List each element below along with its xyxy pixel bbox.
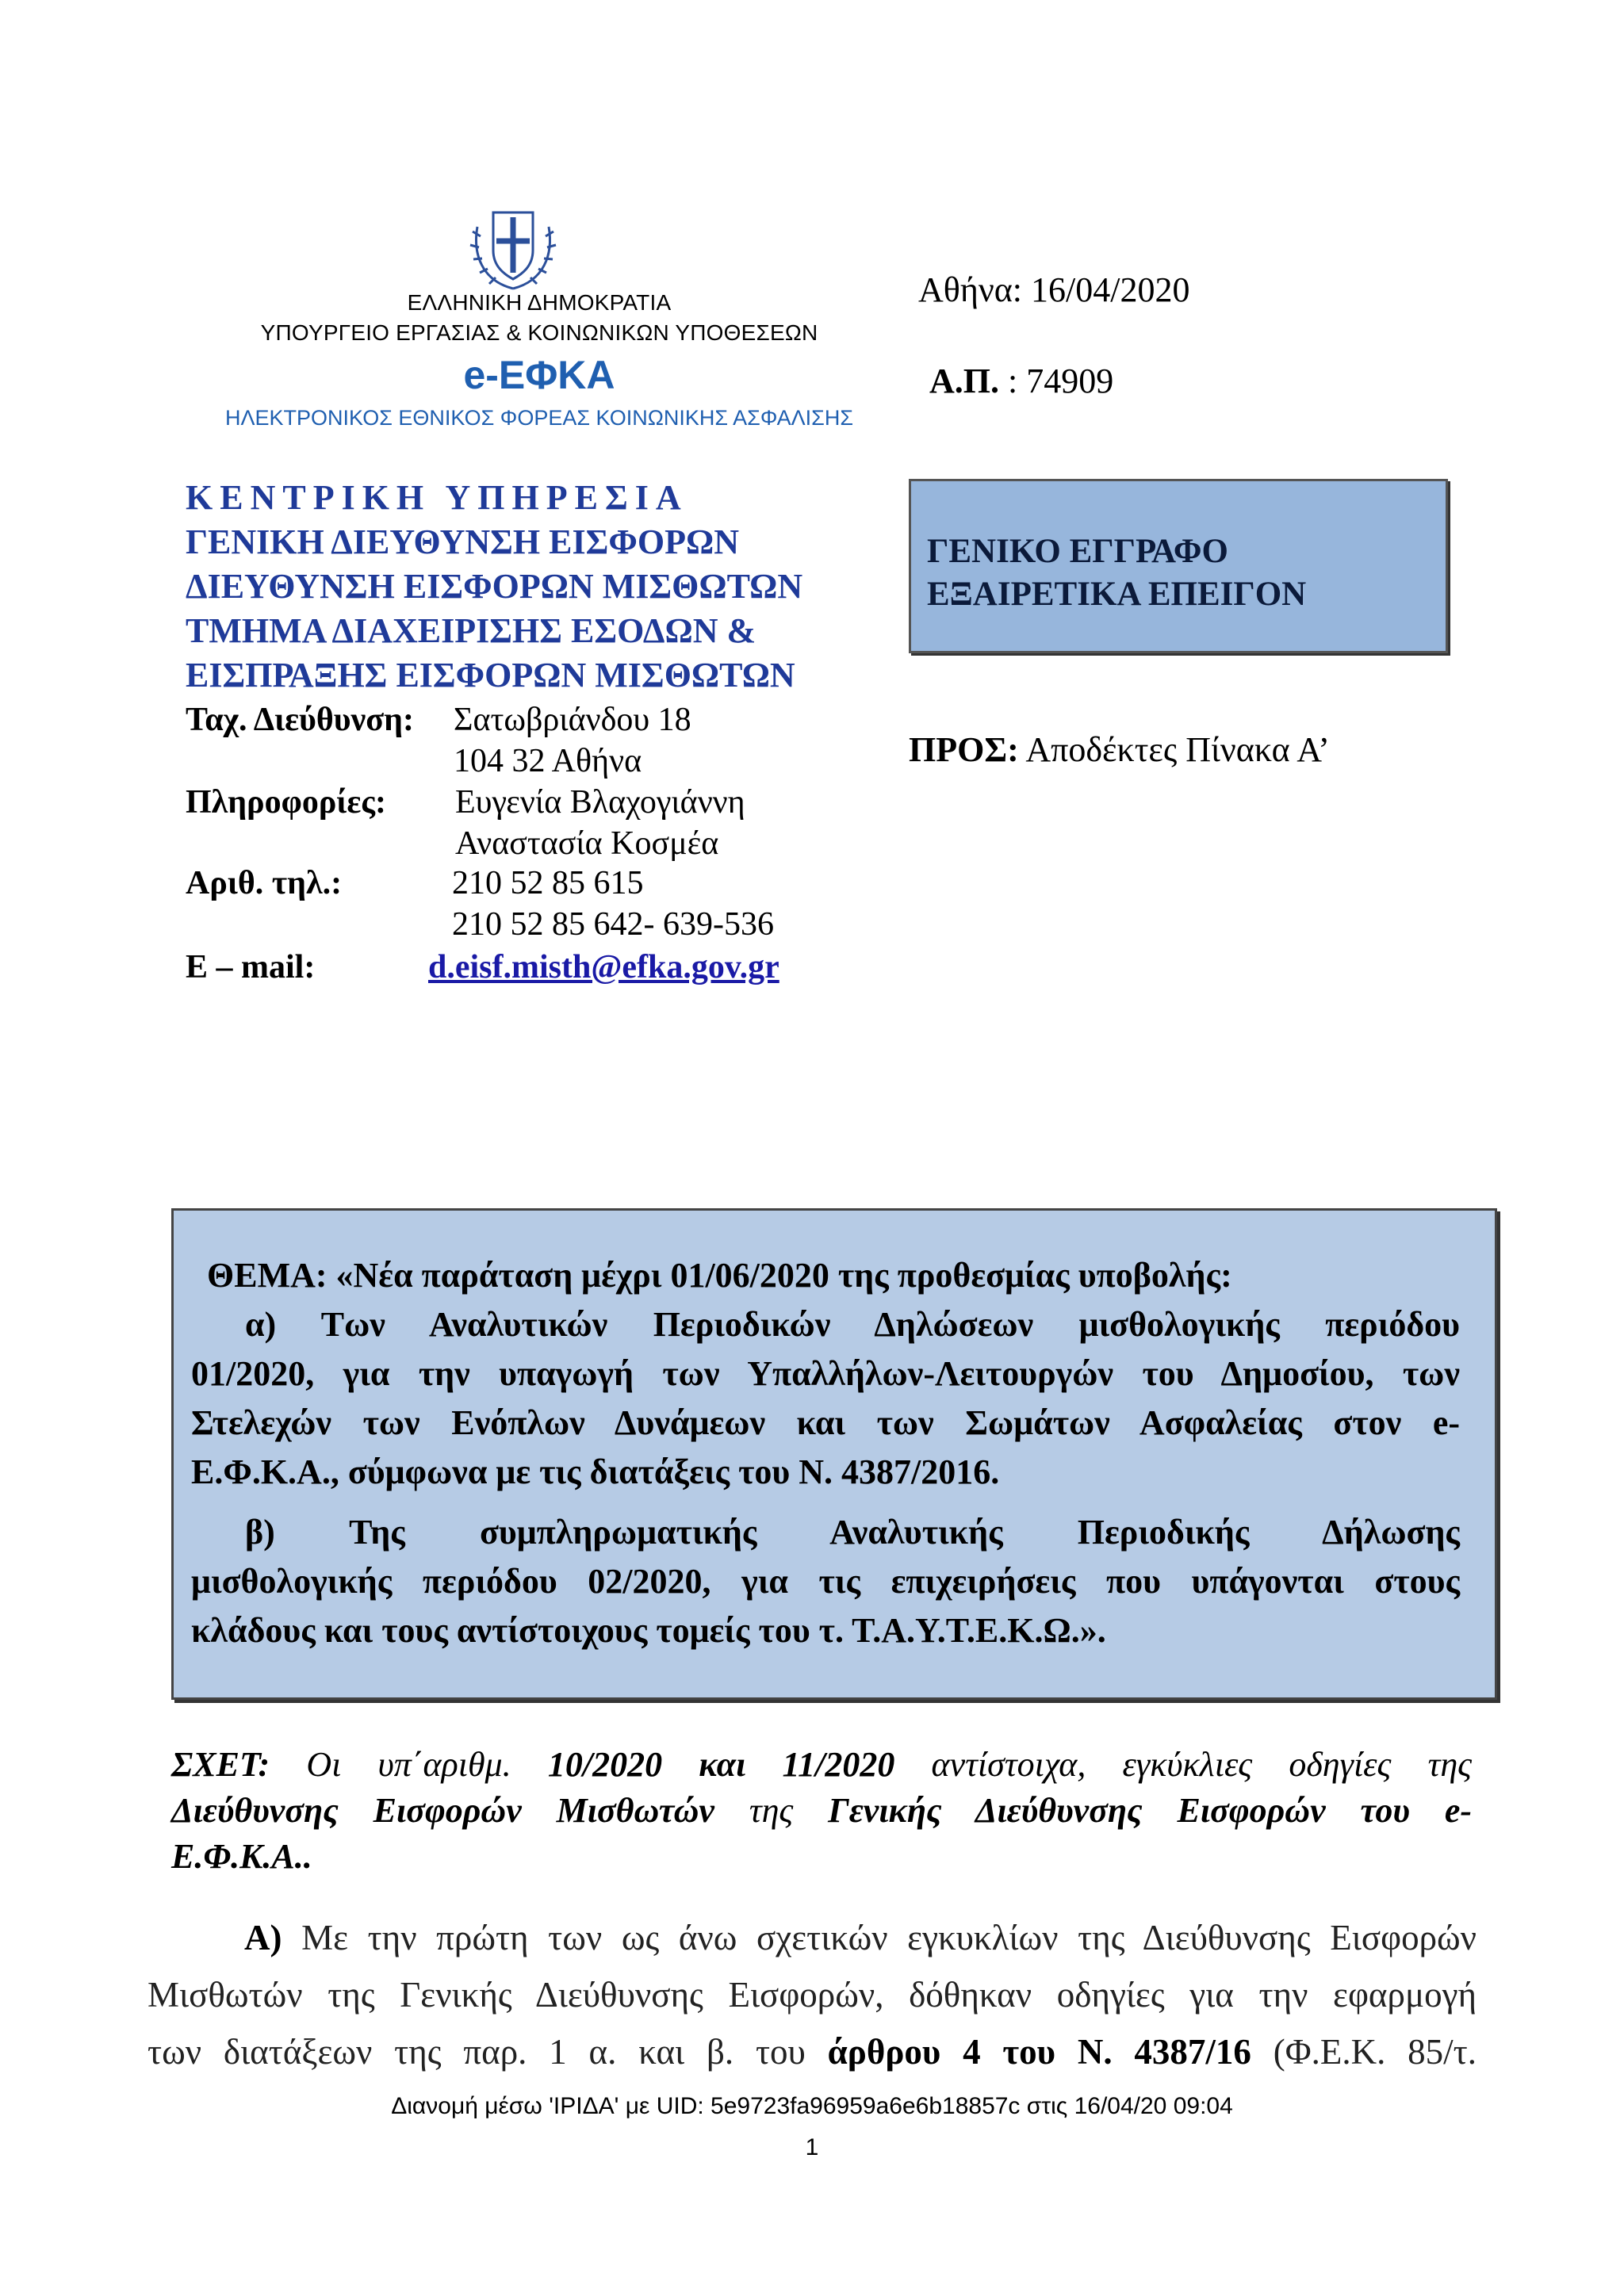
efka-logo: e-ΕΦΚΑ	[463, 353, 615, 397]
email-link[interactable]: d.eisf.misth@efka.gov.gr	[428, 949, 779, 985]
body-line-2: Μισθωτών της Γενικής Διεύθυνσης Εισφορών, δόθηκαν οδηγίες για την εφαρμογή	[147, 1975, 1477, 2015]
recipients-value: Αποδέκτες Πίνακα Α’	[1018, 730, 1330, 769]
body-line-1	[244, 1917, 1477, 1958]
body-law-ref: άρθρου 4 του Ν. 4387/16	[827, 2032, 1251, 2072]
protocol-label: Α.Π.	[929, 362, 999, 400]
protocol-value: : 74909	[999, 362, 1114, 400]
body-text-3a: των διατάξεων της παρ. 1 α. και β. του	[147, 2032, 828, 2072]
subject-line-4: Στελεχών των Ενόπλων Δυνάμεων και των Σωμάτων Ασφαλείας στον e-	[191, 1403, 1460, 1442]
agency-name: ΗΛΕΚΤΡΟΝΙΚΟΣ ΕΘΝΙΚΟΣ ΦΟΡΕΑΣ ΚΟΙΝΩΝΙΚΗΣ ΑΣΦΑΛΙΣΗΣ	[224, 406, 854, 430]
email-label: E – mail:	[186, 949, 316, 985]
address-city: 104 32 Αθήνα	[454, 743, 642, 779]
phone-1: 210 52 85 615	[452, 865, 644, 901]
department-line-2: ΓΕΝΙΚΗ ΔΙΕΥΘΥΝΣΗ ΕΙΣΦΟΡΩΝ	[186, 522, 739, 561]
department-line-4: ΤΜΗΜΑ ΔΙΑΧΕΙΡΙΣΗΣ ΕΣΟΔΩΝ &	[186, 611, 756, 650]
subject-line-3: 01/2020, για την υπαγωγή των Υπαλλήλων-Λειτουργών του Δημοσίου, των	[191, 1354, 1460, 1393]
body-text-1: Με την πρώτη των ως άνω σχετικών εγκυκλίων της Διεύθυνσης Εισφορών	[282, 1918, 1477, 1957]
subject-line-2: α) Των Αναλυτικών Περιοδικών Δηλώσεων μισθολογικής περιόδου	[245, 1305, 1460, 1344]
reference-efka: Ε.Φ.Κ.Α..	[171, 1837, 312, 1876]
address-label: Ταχ. Διεύθυνση:	[186, 702, 414, 738]
reference-general-directorate: Γενικής Διεύθυνσης Εισφορών του e-	[828, 1791, 1472, 1830]
reference-line-3	[171, 1836, 1472, 1877]
protocol-number	[929, 361, 1113, 401]
reference-circulars: 10/2020 και 11/2020	[547, 1745, 895, 1784]
ministry-name: ΥΠΟΥΡΓΕΙΟ ΕΡΓΑΣΙΑΣ & ΚΟΙΝΩΝΙΚΩΝ ΥΠΟΘΕΣΕΩΝ	[260, 320, 818, 345]
document-date: Αθήνα: 16/04/2020	[918, 270, 1190, 309]
recipients-label: ΠΡΟΣ:	[909, 730, 1019, 769]
info-person-1: Ευγενία Βλαχογιάννη	[455, 784, 745, 821]
recipients	[909, 729, 1330, 770]
reference-line-2	[171, 1790, 1472, 1831]
body-text-3c: (Φ.Ε.Κ. 85/τ.	[1251, 2032, 1477, 2072]
greek-emblem-icon	[466, 195, 560, 293]
subject-line-5: Ε.Φ.Κ.Α., σύμφωνα με τις διατάξεις του Ν. 4387/2016.	[191, 1452, 1000, 1491]
reference-label: ΣΧΕΤ:	[171, 1745, 270, 1784]
republic-name: ΕΛΛΗΝΙΚΗ ΔΗΜΟΚΡΑΤΙΑ	[407, 290, 672, 315]
subject-line-8: κλάδους και τους αντίστοιχους τομείς του τ. Τ.Α.Υ.Τ.Ε.Κ.Ω.».	[191, 1611, 1106, 1650]
department-line-3: ΔΙΕΥΘΥΝΣΗ ΕΙΣΦΟΡΩΝ ΜΙΣΘΩΤΩΝ	[186, 567, 803, 606]
body-line-3	[147, 2031, 1477, 2072]
info-label: Πληροφορίες:	[186, 784, 386, 821]
reference-text-3: της	[714, 1791, 829, 1830]
distribution-note: Διανομή μέσω 'ΙΡΙΔΑ' με UID: 5e9723fa96959a6e6b18857c στις 16/04/20 09:04	[391, 2093, 1233, 2119]
subject-line-7: μισθολογικής περιόδου 02/2020, για τις επιχειρήσεις που υπάγονται στους	[191, 1562, 1460, 1601]
subject-line-6: β) Της συμπληρωματικής Αναλυτικής Περιοδικής Δήλωσης	[245, 1513, 1460, 1552]
reference-line-1	[171, 1744, 1472, 1785]
reference-text-2: αντίστοιχα, εγκύκλιες οδηγίες της	[894, 1745, 1473, 1784]
section-a-label: Α)	[244, 1918, 282, 1957]
phone-label: Αριθ. τηλ.:	[186, 865, 343, 901]
notice-line-2: ΕΞΑΙΡΕΤΙΚΑ ΕΠΕΙΓΟΝ	[927, 576, 1307, 613]
phone-2: 210 52 85 642- 639-536	[452, 906, 774, 943]
info-person-2: Αναστασία Κοσμέα	[455, 825, 719, 862]
subject-box	[171, 1208, 1497, 1700]
department-line-1: ΚΕΝΤΡΙΚΗ ΥΠΗΡΕΣΙΑ	[186, 478, 688, 517]
page-number: 1	[805, 2134, 819, 2160]
department-line-5: ΕΙΣΠΡΑΞΗΣ ΕΙΣΦΟΡΩΝ ΜΙΣΘΩΤΩΝ	[186, 656, 795, 695]
subject-line-1: ΘΕΜΑ: «Νέα παράταση μέχρι 01/06/2020 της προθεσμίας υποβολής:	[207, 1256, 1232, 1295]
reference-directorate: Διεύθυνσης Εισφορών Μισθωτών	[171, 1791, 714, 1830]
urgent-notice-box	[909, 479, 1448, 653]
notice-line-1: ΓΕΝΙΚΟ ΕΓΓΡΑΦΟ	[927, 533, 1228, 570]
reference-text-1: Οι υπ΄αριθμ.	[270, 1745, 548, 1784]
address-street: Σατωβριάνδου 18	[454, 702, 691, 738]
